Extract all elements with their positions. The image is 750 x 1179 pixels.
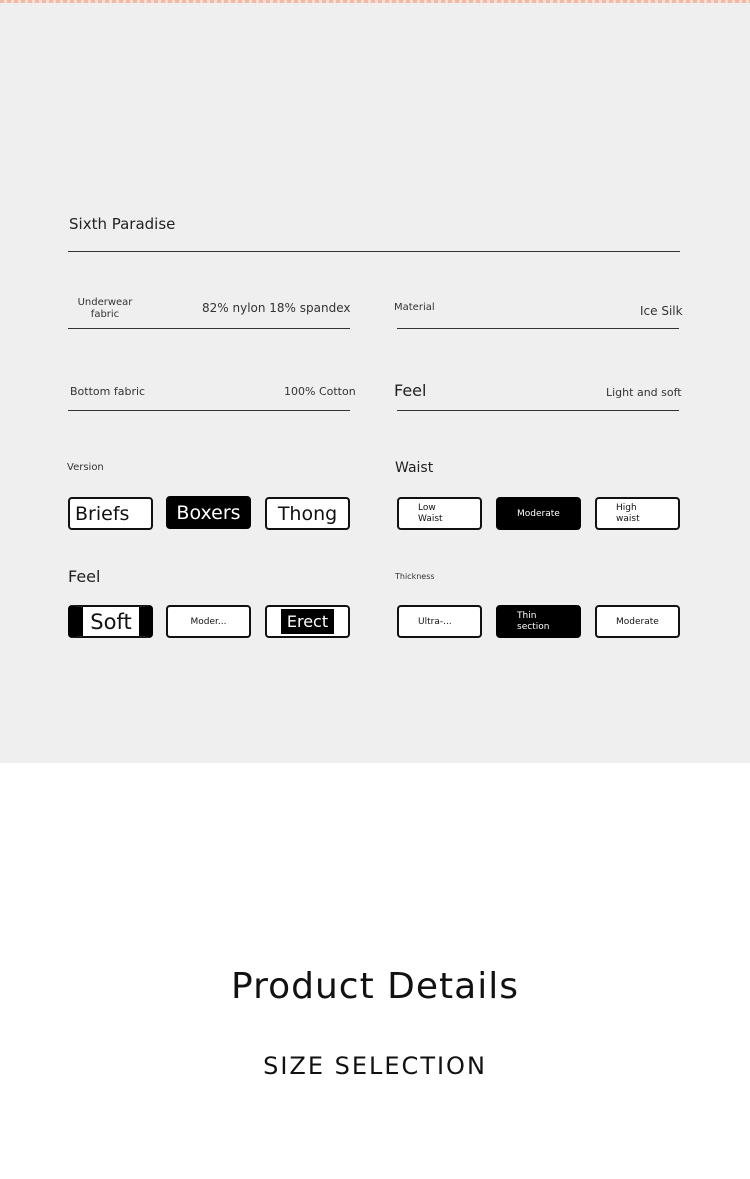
bottom-fabric-value: 100% Cotton [284, 385, 356, 398]
version-option-briefs[interactable] [68, 497, 153, 530]
version-option-boxers[interactable] [166, 496, 251, 529]
thickness-option-ultra[interactable] [397, 605, 482, 638]
bottom-fabric-divider [68, 410, 350, 411]
material-divider [397, 328, 679, 329]
thickness-option-thin[interactable] [496, 605, 581, 638]
waist-option-label: Moderate [517, 508, 560, 519]
underwear-fabric-divider [68, 328, 350, 329]
thickness-option-label: Ultra-... [418, 616, 452, 627]
brand-name: Sixth Paradise [69, 215, 176, 233]
feel-label: Feel [68, 567, 101, 586]
thickness-option-label: Thin section [517, 610, 550, 632]
feel-option-moderate[interactable] [166, 605, 251, 638]
material-value: Ice Silk [640, 304, 683, 318]
bottom-fabric-label: Bottom fabric [70, 385, 146, 398]
feel-option-label: Moder... [190, 616, 227, 627]
version-option-label: Thong [277, 502, 338, 525]
thickness-label: Thickness [395, 572, 435, 581]
brand-divider [68, 251, 680, 252]
product-spec-panel [0, 3, 750, 763]
feel-attribute-value: Light and soft [606, 386, 682, 399]
feel-attribute-label: Feel [394, 381, 427, 400]
product-details-title: Product Details [231, 966, 519, 1007]
underwear-fabric-value: 82% nylon 18% spandex [202, 301, 351, 315]
feel-option-label: Erect [281, 609, 334, 634]
version-label: Version [67, 462, 104, 473]
waist-option-low[interactable] [397, 497, 482, 530]
underwear-fabric-label: Underwear fabric [77, 297, 133, 320]
waist-label: Waist [395, 460, 434, 476]
feel-option-erect[interactable] [265, 605, 350, 638]
waist-option-label: Low Waist [418, 502, 443, 524]
feel-attribute-divider [397, 410, 679, 411]
waist-option-high[interactable] [595, 497, 680, 530]
version-option-thong[interactable] [265, 497, 350, 530]
size-selection-subtitle: SIZE SELECTION [263, 1052, 487, 1080]
waist-option-moderate[interactable] [496, 497, 581, 530]
version-option-label: Boxers [176, 501, 241, 524]
thickness-option-moderate[interactable] [595, 605, 680, 638]
feel-option-label: Soft [90, 609, 132, 634]
thickness-option-label: Moderate [616, 616, 659, 627]
material-label: Material [394, 302, 435, 313]
waist-option-label: High waist [616, 502, 640, 524]
feel-option-soft[interactable] [68, 605, 153, 638]
version-option-label: Briefs [75, 502, 130, 525]
